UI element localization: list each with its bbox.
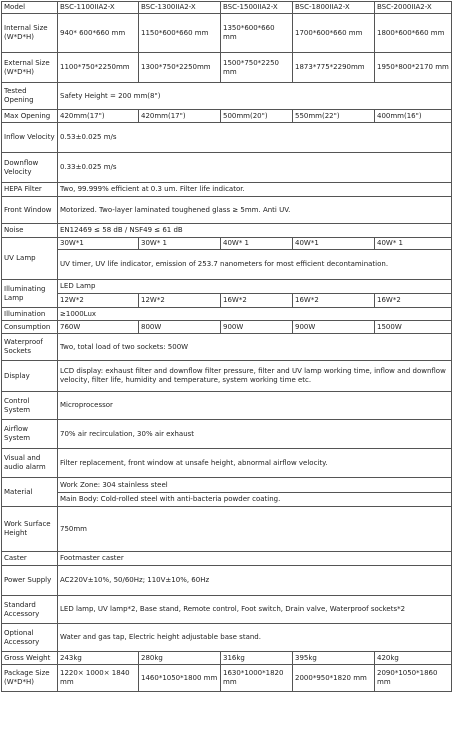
label-sockets: Waterproof Sockets bbox=[2, 334, 58, 361]
row-caster bbox=[2, 552, 452, 566]
cell: UV timer, UV life indicator, emission of 253.7 nanometers for most efficient decontamination. bbox=[58, 250, 452, 280]
cell: 1460*1050*1800 mm bbox=[139, 665, 221, 692]
cell: 760W bbox=[58, 321, 139, 334]
label-control: Control System bbox=[2, 392, 58, 420]
row-external-size bbox=[2, 53, 452, 83]
row-internal-size bbox=[2, 14, 452, 53]
row-max-opening bbox=[2, 110, 452, 123]
label-inflow: Inflow Velocity bbox=[2, 123, 58, 153]
cell: Safety Height = 200 mm(8") bbox=[58, 83, 452, 110]
cell: Two, total load of two sockets: 500W bbox=[58, 334, 452, 361]
header-bsc-1100: BSC-1100IIA2-X bbox=[58, 2, 139, 14]
label-consumption: Consumption bbox=[2, 321, 58, 334]
cell: 1300*750*2250mm bbox=[139, 53, 221, 83]
label-alarm: Visual and audio alarm bbox=[2, 449, 58, 478]
cell: Motorized. Two-layer laminated toughened glass ≥ 5mm. Anti UV. bbox=[58, 197, 452, 224]
row-uv-lamp bbox=[2, 238, 452, 250]
cell: 900W bbox=[221, 321, 293, 334]
cell: Microprocessor bbox=[58, 392, 452, 420]
row-airflow bbox=[2, 420, 452, 449]
label-max-opening: Max Opening bbox=[2, 110, 58, 123]
cell: 550mm(22") bbox=[293, 110, 375, 123]
row-material-body bbox=[2, 493, 452, 507]
cell: 2000*950*1820 mm bbox=[293, 665, 375, 692]
cell: 1873*775*2290mm bbox=[293, 53, 375, 83]
cell: 30W* 1 bbox=[139, 238, 221, 250]
row-model bbox=[2, 2, 452, 14]
cell: Work Zone: 304 stainless steel bbox=[58, 478, 452, 493]
label-work-surface: Work Surface Height bbox=[2, 507, 58, 552]
label-external-size: External Size (W*D*H) bbox=[2, 53, 58, 83]
row-control bbox=[2, 392, 452, 420]
row-inflow bbox=[2, 123, 452, 153]
label-downflow: Downflow Velocity bbox=[2, 153, 58, 183]
cell: 1220× 1000× 1840 mm bbox=[58, 665, 139, 692]
cell: 400mm(16") bbox=[375, 110, 452, 123]
cell: 800W bbox=[139, 321, 221, 334]
row-front-window bbox=[2, 197, 452, 224]
cell: 40W* 1 bbox=[221, 238, 293, 250]
cell: 940* 600*660 mm bbox=[58, 14, 139, 53]
label-illumination: Illumination bbox=[2, 308, 58, 321]
label-uv-lamp: UV Lamp bbox=[2, 238, 58, 280]
label-package-size: Package Size (W*D*H) bbox=[2, 665, 58, 692]
row-optional-accessory bbox=[2, 624, 452, 652]
label-power: Power Supply bbox=[2, 566, 58, 596]
row-package-size bbox=[2, 665, 452, 692]
label-noise: Noise bbox=[2, 224, 58, 238]
header-model: Model bbox=[2, 2, 58, 14]
label-standard-accessory: Standard Accessory bbox=[2, 596, 58, 624]
cell: Main Body: Cold-rolled steel with anti-bacteria powder coating. bbox=[58, 493, 452, 507]
cell: AC220V±10%, 50/60Hz; 110V±10%, 60Hz bbox=[58, 566, 452, 596]
label-hepa: HEPA Filter bbox=[2, 183, 58, 197]
cell: Filter replacement, front window at unsafe height, abnormal airflow velocity. bbox=[58, 449, 452, 478]
label-front-window: Front Window bbox=[2, 197, 58, 224]
cell: Footmaster caster bbox=[58, 552, 452, 566]
cell: 316kg bbox=[221, 652, 293, 665]
row-consumption bbox=[2, 321, 452, 334]
cell: 1800*600*660 mm bbox=[375, 14, 452, 53]
row-sockets bbox=[2, 334, 452, 361]
label-tested-opening: Tested Opening bbox=[2, 83, 58, 110]
row-material bbox=[2, 478, 452, 493]
cell: Water and gas tap, Electric height adjustable base stand. bbox=[58, 624, 452, 652]
cell: 16W*2 bbox=[375, 294, 452, 308]
cell: 420mm(17") bbox=[58, 110, 139, 123]
row-downflow bbox=[2, 153, 452, 183]
cell: 0.53±0.025 m/s bbox=[58, 123, 452, 153]
cell: 16W*2 bbox=[221, 294, 293, 308]
cell: 280kg bbox=[139, 652, 221, 665]
cell: 1500*750*2250 mm bbox=[221, 53, 293, 83]
label-display: Display bbox=[2, 361, 58, 392]
header-bsc-2000: BSC-2000IIA2-X bbox=[375, 2, 452, 14]
row-work-surface bbox=[2, 507, 452, 552]
cell: 70% air recirculation, 30% air exhaust bbox=[58, 420, 452, 449]
cell: 16W*2 bbox=[293, 294, 375, 308]
cell: 1950*800*2170 mm bbox=[375, 53, 452, 83]
label-gross-weight: Gross Weight bbox=[2, 652, 58, 665]
row-hepa bbox=[2, 183, 452, 197]
row-illuminating-lamp bbox=[2, 280, 452, 294]
header-bsc-1500: BSC-1500IIA2-X bbox=[221, 2, 293, 14]
cell: LED Lamp bbox=[58, 280, 452, 294]
cell: LCD display: exhaust filter and downflow filter pressure, filter and UV lamp working time, inflow and downflow velocity, filter life, humidity and temperature, system working time etc. bbox=[58, 361, 452, 392]
label-optional-accessory: Optional Accessory bbox=[2, 624, 58, 652]
cell: 1100*750*2250mm bbox=[58, 53, 139, 83]
row-illuminating-lamp-values bbox=[2, 294, 452, 308]
row-display bbox=[2, 361, 452, 392]
cell: LED lamp, UV lamp*2, Base stand, Remote control, Foot switch, Drain valve, Waterproof sockets*2 bbox=[58, 596, 452, 624]
cell: 1630*1000*1820 mm bbox=[221, 665, 293, 692]
spec-table bbox=[1, 1, 452, 692]
cell: Two, 99.999% efficient at 0.3 um. Filter life indicator. bbox=[58, 183, 452, 197]
label-caster: Caster bbox=[2, 552, 58, 566]
row-tested-opening bbox=[2, 83, 452, 110]
header-bsc-1300: BSC-1300IIA2-X bbox=[139, 2, 221, 14]
row-illumination bbox=[2, 308, 452, 321]
label-airflow: Airflow System bbox=[2, 420, 58, 449]
header-bsc-1800: BSC-1800IIA2-X bbox=[293, 2, 375, 14]
cell: ≥1000Lux bbox=[58, 308, 452, 321]
cell: 1500W bbox=[375, 321, 452, 334]
row-uv-lamp-note bbox=[2, 250, 452, 280]
cell: 12W*2 bbox=[58, 294, 139, 308]
row-noise bbox=[2, 224, 452, 238]
cell: 395kg bbox=[293, 652, 375, 665]
cell: 420kg bbox=[375, 652, 452, 665]
cell: 420mm(17") bbox=[139, 110, 221, 123]
row-standard-accessory bbox=[2, 596, 452, 624]
row-gross-weight bbox=[2, 652, 452, 665]
label-material: Material bbox=[2, 478, 58, 507]
cell: 1150*600*660 mm bbox=[139, 14, 221, 53]
cell: 40W* 1 bbox=[375, 238, 452, 250]
label-illuminating-lamp: Illuminating Lamp bbox=[2, 280, 58, 308]
cell: 900W bbox=[293, 321, 375, 334]
cell: 40W*1 bbox=[293, 238, 375, 250]
cell: 2090*1050*1860 mm bbox=[375, 665, 452, 692]
cell: 30W*1 bbox=[58, 238, 139, 250]
cell: 1350*600*660 mm bbox=[221, 14, 293, 53]
cell: 12W*2 bbox=[139, 294, 221, 308]
cell: 243kg bbox=[58, 652, 139, 665]
cell: 0.33±0.025 m/s bbox=[58, 153, 452, 183]
cell: 1700*600*660 mm bbox=[293, 14, 375, 53]
cell: 500mm(20") bbox=[221, 110, 293, 123]
cell: 750mm bbox=[58, 507, 452, 552]
label-internal-size: Internal Size (W*D*H) bbox=[2, 14, 58, 53]
cell: EN12469 ≤ 58 dB / NSF49 ≤ 61 dB bbox=[58, 224, 452, 238]
row-alarm bbox=[2, 449, 452, 478]
row-power bbox=[2, 566, 452, 596]
